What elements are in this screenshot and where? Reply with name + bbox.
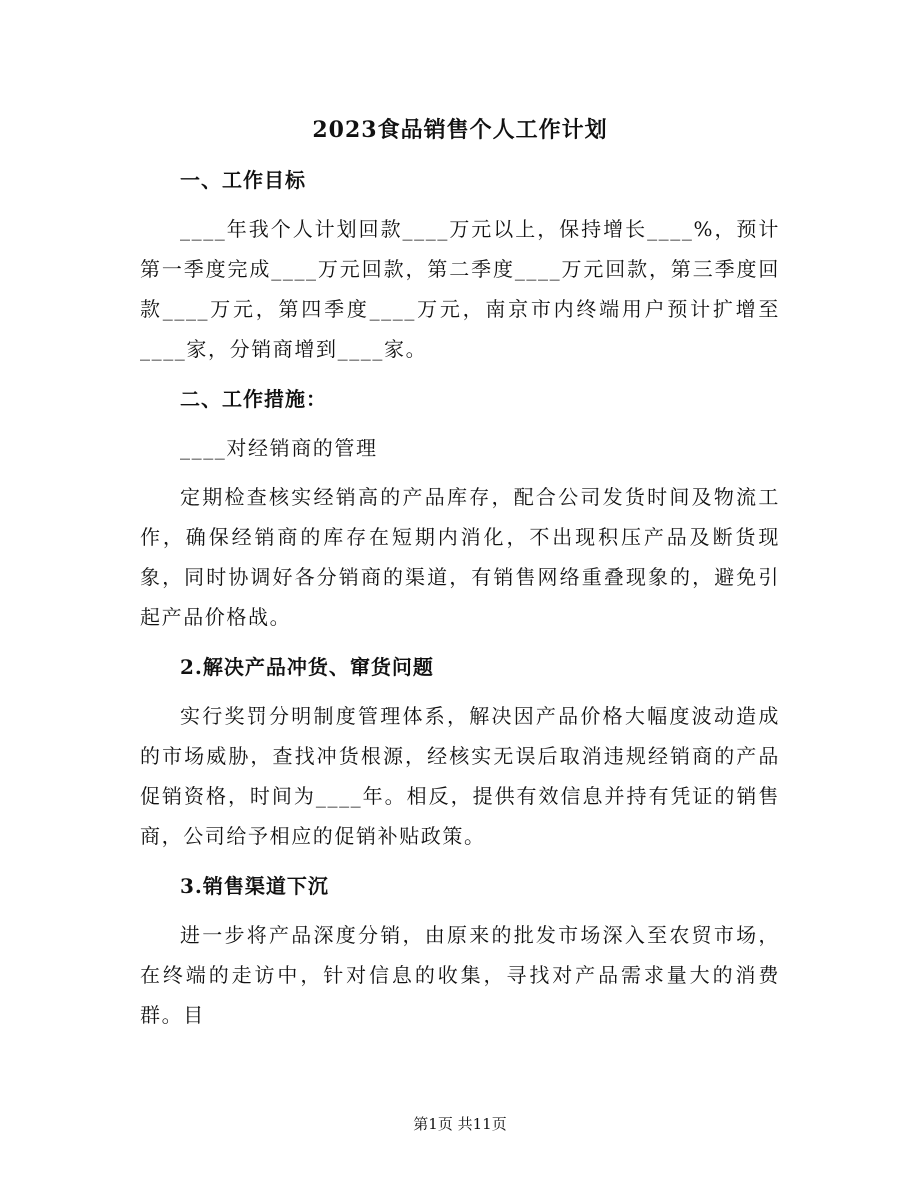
subheading-channel-sinking: 3.销售渠道下沉 [180, 874, 329, 898]
subheading-cross-selling: 2.解决产品冲货、窜货问题 [180, 655, 434, 679]
document-title: 2023食品销售个人工作计划 [312, 117, 608, 143]
paragraph-dealer-management: 定期检查核实经销高的产品库存，配合公司发货时间及物流工作，确保经销商的库存在短期内消化，不出现积压产品及断货现象，同时协调好各分销商的渠道，有销售网络重叠现象的，避免引起产品价格战。 [140, 485, 780, 629]
paragraph-cross-selling: 实行奖罚分明制度管理体系，解决因产品价格大幅度波动造成的市场威胁，查找冲货根源，经核实无误后取消违规经销商的产品促销资格，时间为____年。相反，提供有效信息并持有凭证的销售商，公司给予相应的促销补贴政策。 [140, 704, 780, 848]
section-heading-measures: 二、工作措施： [180, 387, 327, 411]
paragraph-channel-sinking: 进一步将产品深度分销，由原来的批发市场深入至农贸市场，在终端的走访中，针对信息的收集，寻找对产品需求量大的消费群。目 [140, 923, 780, 1027]
paragraph-goals: ____年我个人计划回款____万元以上，保持增长____%，预计第一季度完成____万元回款，第二季度____万元回款，第三季度回款____万元，第四季度____万元，南京市内终端用户预计扩增至____家，分销商增到____家。 [140, 217, 780, 361]
subheading-dealer-management: ____对经销商的管理 [180, 436, 378, 460]
section-heading-goals: 一、工作目标 [180, 168, 306, 192]
document-body [140, 160, 780, 1035]
page-footer: 第1页 共11页 [413, 1115, 507, 1133]
